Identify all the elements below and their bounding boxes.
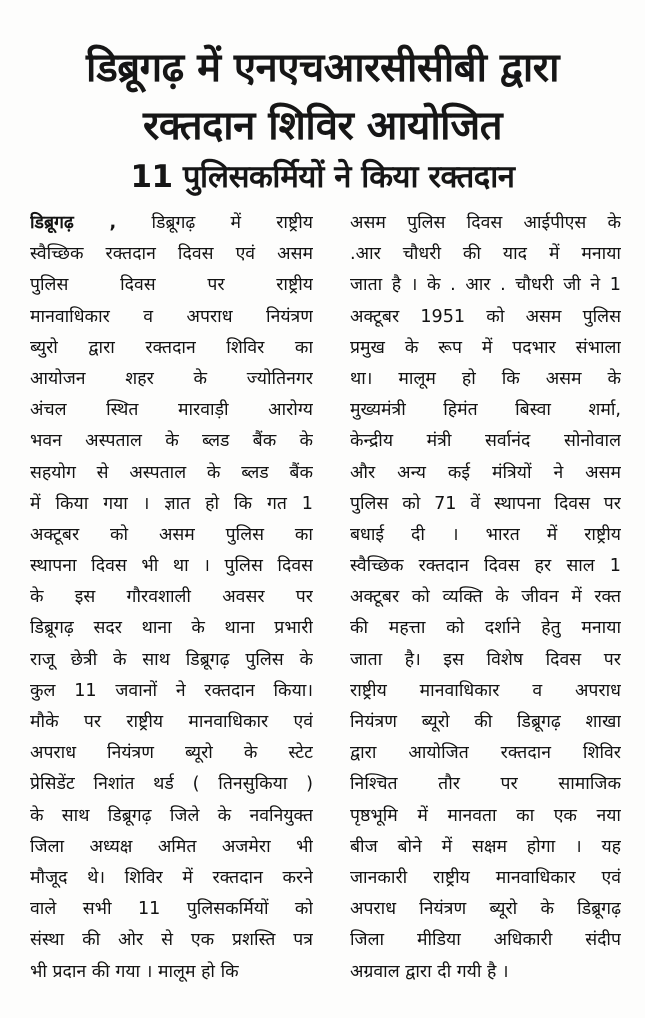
- body-line: सहयोग से अस्पताल के ब्लड बैंक: [30, 462, 313, 483]
- body-line: अक्टूबर को असम पुलिस का: [30, 524, 313, 545]
- body-line: मौजूद थे। शिविर में रक्तदान करने: [30, 867, 313, 888]
- body-line: डिब्रूगढ़ सदर थाना के थाना प्रभारी: [30, 618, 313, 639]
- body-line: स्वैच्छिक रक्तदान दिवस एवं असम: [30, 244, 313, 265]
- body-line: जानकारी राष्ट्रीय मानवाधिकार एवं: [350, 867, 621, 888]
- body-line: द्वारा आयोजित रक्तदान शिविर: [350, 743, 621, 764]
- body-line: अक्टूबर 1951 को असम पुलिस: [350, 306, 621, 327]
- body-line: बीज बोने में सक्षम होगा । यह: [350, 836, 621, 857]
- body-line: पुलिस दिवस पर राष्ट्रीय: [30, 275, 313, 296]
- dateline: डिब्रूगढ़ ,: [30, 213, 117, 233]
- body-line-text: डिब्रूगढ़ में राष्ट्रीय: [116, 213, 313, 233]
- headline-line-1: डिब्रूगढ़ में एनएचआरसीसीबी द्वारा: [86, 45, 559, 91]
- body-line: .आर चौधरी की याद में मनाया: [350, 244, 621, 265]
- body-line: और अन्य कई मंत्रियों ने असम: [350, 462, 621, 483]
- body-line: अपराध नियंत्रण ब्यूरो के डिब्रूगढ़: [350, 899, 621, 920]
- body-line: असम पुलिस दिवस आईपीएस के: [350, 213, 621, 233]
- body-line: निश्चित तौर पर सामाजिक: [350, 774, 621, 795]
- body-line: जाता है । के . आर . चौधरी जी ने 1: [350, 275, 621, 296]
- body-line: के इस गौरवशाली अवसर पर: [30, 587, 313, 608]
- article-column-right: [350, 208, 621, 988]
- body-line: जाता है। इस विशेष दिवस पर: [350, 649, 621, 670]
- body-line: मुख्यमंत्री हिमंत बिस्वा शर्मा,: [350, 400, 621, 421]
- body-line: के साथ डिब्रूगढ़ जिले के नवनियुक्त: [30, 805, 313, 826]
- body-line: अंचल स्थित मारवाड़ी आरोग्य: [30, 400, 313, 421]
- body-line: भी प्रदान की गया । मालूम हो कि: [30, 961, 239, 982]
- body-line: मौके पर राष्ट्रीय मानवाधिकार एवं: [30, 712, 313, 732]
- body-line: मानवाधिकार व अपराध नियंत्रण: [30, 306, 313, 327]
- body-line: वाले सभी 11 पुलिसकर्मियों को: [30, 899, 313, 920]
- body-line: आयोजन शहर के ज्योतिनगर: [30, 368, 313, 389]
- body-line: की महत्ता को दर्शाने हेतु मनाया: [350, 618, 621, 639]
- body-line: केन्द्रीय मंत्री सर्वानंद सोनोवाल: [350, 431, 621, 452]
- body-line: नियंत्रण ब्यूरो की डिब्रूगढ़ शाखा: [350, 712, 621, 732]
- body-line: पुलिस को 71 वें स्थापना दिवस पर: [350, 493, 621, 514]
- body-line: में किया गया । ज्ञात हो कि गत 1: [30, 493, 313, 514]
- body-line: कुल 11 जवानों ने रक्तदान किया।: [30, 680, 313, 701]
- body-line: प्रमुख के रूप में पदभार संभाला: [350, 337, 621, 358]
- body-line: अग्रवाल द्वारा दी गयी है ।: [350, 961, 509, 982]
- body-line: पृष्ठभूमि में मानवता का एक नया: [350, 805, 621, 826]
- body-line: राजू छेत्री के साथ डिब्रूगढ़ पुलिस के: [30, 649, 313, 670]
- body-line: स्वैच्छिक रक्तदान दिवस हर साल 1: [350, 556, 621, 577]
- body-line: [30, 208, 313, 239]
- body-line: प्रेसिडेंट निशांत थर्ड ( तिनसुकिया ): [30, 774, 313, 795]
- body-line: ब्युरो द्वारा रक्तदान शिविर का: [30, 337, 313, 358]
- body-line: अपराध नियंत्रण ब्यूरो के स्टेट: [30, 743, 313, 764]
- body-line: जिला मीडिया अधिकारी संदीप: [350, 930, 621, 951]
- body-line: बधाई दी । भारत में राष्ट्रीय: [350, 524, 621, 545]
- body-line: जिला अध्यक्ष अमित अजमेरा भी: [30, 836, 313, 857]
- body-line: अक्टूबर को व्यक्ति के जीवन में रक्त: [350, 587, 621, 608]
- headline-line-2: रक्तदान शिविर आयोजित: [142, 103, 503, 149]
- article-column-left: [30, 208, 313, 988]
- body-line: था। मालूम हो कि असम के: [350, 368, 621, 389]
- body-line: भवन अस्पताल के ब्लड बैंक के: [30, 431, 313, 452]
- body-line: स्थापना दिवस भी था । पुलिस दिवस: [30, 556, 313, 577]
- subheadline: 11 पुलिसकर्मियों ने किया रक्तदान: [130, 159, 515, 195]
- body-line: राष्ट्रीय मानवाधिकार व अपराध: [350, 680, 621, 701]
- body-line: संस्था की ओर से एक प्रशस्ति पत्र: [30, 930, 313, 951]
